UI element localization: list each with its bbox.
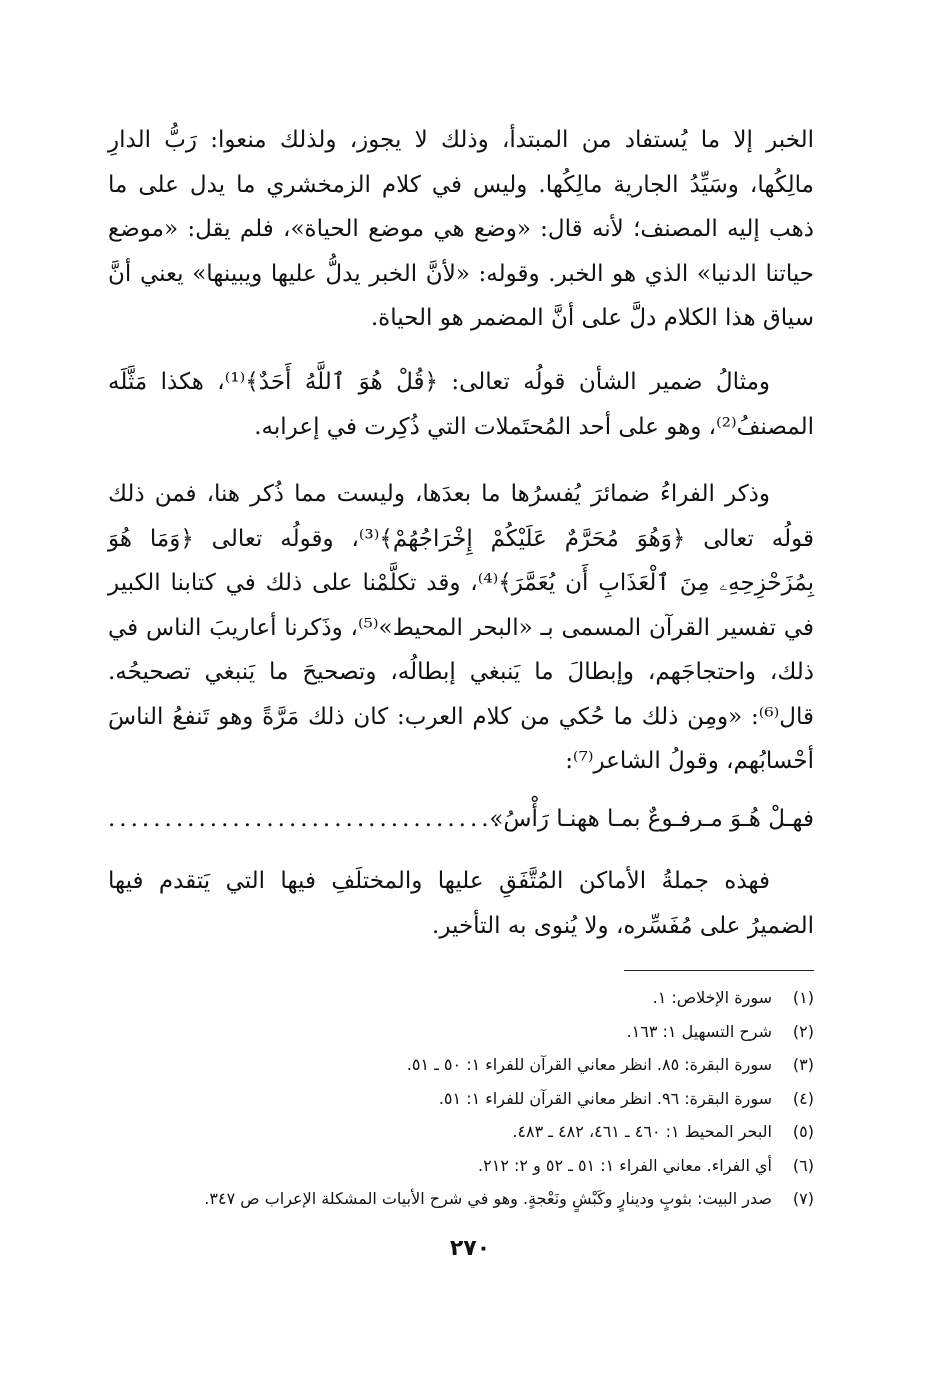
verse-hemistich: فهـلْ هُـوَ مـرفـوعٌ بمـا ههنـا رَأْسُ» [489, 806, 814, 832]
footnote-text: سورة البقرة: ٨٥. انظر معاني القرآن للفراء ١: ٥٠ ـ ٥١. [406, 1055, 772, 1074]
footnote [108, 1182, 814, 1216]
paragraph: ومثالُ ضمير الشأن قولُه تعالى: ﴿قُلْ هُوَ ٱللَّهُ أَحَدٌ﴾⁽¹⁾، هكذا مَثَّلَه المصنفُ⁽²⁾، وهو على أحد المُحتَملات التي ذُكِرت في إعرابه. [108, 369, 814, 440]
footnote [108, 1115, 814, 1149]
footnote-text: سورة البقرة: ٩٦. انظر معاني القرآن للفراء ١: ٥١. [438, 1088, 772, 1108]
footnote-number: (٥) [792, 1122, 814, 1141]
footnote [108, 1082, 814, 1116]
footnote-number: (١) [792, 988, 814, 1007]
footnote [108, 1149, 814, 1183]
poetry-verse [108, 797, 814, 845]
footnote-number: (٤) [792, 1088, 814, 1108]
footnote-number: (٣) [792, 1055, 814, 1074]
paragraph: فهذه جملةُ الأماكن المُتَّفَقِ عليها والمختلَفِ فيها التي يَتقدم فيها الضميرُ على مُفَسِّره، ولا يُنوى به التأخير. [108, 868, 814, 939]
footnote-text: شرح التسهيل ١: ١٦٣. [626, 1021, 772, 1041]
footnote-text: البحر المحيط ١: ٤٦٠ ـ ٤٦١، ٤٨٢ ـ ٤٨٣. [512, 1122, 772, 1141]
footnote-text: صدر البيت: بثوبٍ ودينارٍ وكَبْشٍ ونَعْجةٍ. وهو في شرح الأبيات المشكلة الإعراب ص ٣٤٧. [204, 1189, 772, 1208]
footnote [108, 981, 814, 1015]
footnote-separator [624, 970, 814, 971]
footnote-text: أي الفراء. معاني الفراء ١: ٥١ ـ ٥٢ و ٢: ٢١٢. [478, 1155, 772, 1175]
footnote-number: (٦) [792, 1155, 814, 1175]
footnote [108, 1015, 814, 1049]
footnote [108, 1048, 814, 1082]
page-number: ٢٧٠ [449, 1236, 491, 1261]
verse-omission-dots: ................................... [108, 806, 504, 832]
paragraph: الخبر إلا ما يُستفاد من المبتدأ، وذلك لا يجوز، ولذلك منعوا: رَبُّ الدارِ مالِكُها، وسَيِّدُ الجارية مالِكُها. وليس في كلام الزمخشري ما يدل على ما ذهب إليه المصنف؛ لأنه قال: «وضع هي موضع الحياة»، فلم يقل: «موضع حياتنا الدنيا» الذي هو الخبر. وقوله: «لأنَّ الخبر يدلُّ عليها ويبينها» يعني أنَّ سياق هذا الكلام دلَّ على أنَّ المضمر هو الحياة. [108, 127, 814, 331]
footnote-number: (٢) [792, 1021, 814, 1041]
footnote-text: سورة الإخلاص: ١. [652, 988, 772, 1007]
paragraph: وذكر الفراءُ ضمائرَ يُفسرُها ما بعدَها، وليست مما ذُكر هنا، فمن ذلك قولُه تعالى ﴿وَهُوَ مُحَرَّمٌ عَلَيْكُمْ إِخْرَاجُهُمْ﴾⁽³⁾، وقولُه تعالى ﴿وَمَا هُوَ بِمُزَحْزِحِهِۦ مِنَ ٱلْعَذَابِ أَن يُعَمَّرَ﴾⁽⁴⁾، وقد تكلَّمْنا على ذلك في كتابنا الكبير في تفسير القرآن المسمى بـ «البحر المحيط»⁽⁵⁾، وذَكرنا أعاريبَ الناس في ذلك، واحتجاجَهم، وإبطالَ ما يَنبغي إبطالُه، وتصحيحَ ما يَنبغي تصحيحُه. قال⁽⁶⁾: «ومِن ذلك ما حُكي من كلام العرب: كان ذلك مَرَّةً وهو تَنفعُ الناسَ أحْسابُهم، وقولُ الشاعر⁽⁷⁾: [108, 481, 814, 774]
footnotes [108, 981, 814, 1216]
footnote-number: (٧) [792, 1189, 814, 1208]
page-body [108, 118, 814, 1288]
